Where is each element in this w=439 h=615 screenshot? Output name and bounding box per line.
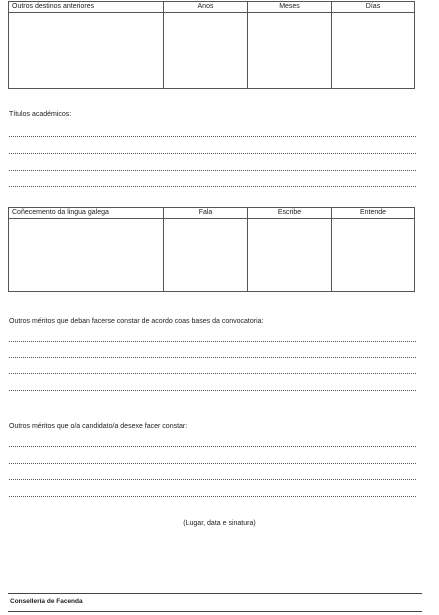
academic-titles-line-4[interactable]: [9, 186, 416, 187]
other-merits-candidate-line-2[interactable]: [9, 463, 416, 464]
speaks-cell[interactable]: [164, 219, 248, 292]
column-header-galician-knowledge: Coñecemento da lingua galega: [9, 208, 164, 219]
signature-label: (Lugar, data e sinatura): [183, 520, 256, 527]
footer-department-label: Consellería de Facenda: [10, 598, 83, 605]
column-header-days: Días: [332, 2, 415, 13]
table-row: [9, 13, 415, 89]
table-header-row: [9, 208, 415, 219]
academic-titles-line-2[interactable]: [9, 153, 416, 154]
writes-cell[interactable]: [248, 219, 332, 292]
column-header-understands: Entende: [332, 208, 415, 219]
footer-box: [8, 593, 422, 612]
other-merits-bases-line-3[interactable]: [9, 373, 416, 374]
academic-titles-line-3[interactable]: [9, 170, 416, 171]
other-merits-candidate-line-1[interactable]: [9, 446, 416, 447]
galician-knowledge-cell[interactable]: [9, 219, 164, 292]
destinations-cell[interactable]: [9, 13, 164, 89]
academic-titles-line-1[interactable]: [9, 136, 416, 137]
column-header-years: Anos: [164, 2, 248, 13]
months-cell[interactable]: [248, 13, 332, 89]
academic-titles-label: Títulos académicos:: [9, 111, 72, 118]
other-merits-candidate-line-4[interactable]: [9, 496, 416, 497]
column-header-speaks: Fala: [164, 208, 248, 219]
previous-destinations-table: [8, 1, 415, 89]
other-merits-bases-line-1[interactable]: [9, 341, 416, 342]
years-cell[interactable]: [164, 13, 248, 89]
table-header-row: [9, 2, 415, 13]
other-merits-candidate-label: Outros méritos que o/a candidato/a desexe facer constar:: [9, 423, 188, 430]
table-row: [9, 219, 415, 292]
column-header-months: Meses: [248, 2, 332, 13]
other-merits-bases-label: Outros méritos que deban facerse constar de acordo coas bases da convocatoria:: [9, 318, 264, 325]
other-merits-bases-line-2[interactable]: [9, 357, 416, 358]
other-merits-bases-line-4[interactable]: [9, 390, 416, 391]
column-header-writes: Escribe: [248, 208, 332, 219]
understands-cell[interactable]: [332, 219, 415, 292]
galician-language-table: [8, 207, 415, 292]
other-merits-candidate-line-3[interactable]: [9, 479, 416, 480]
days-cell[interactable]: [332, 13, 415, 89]
column-header-destinations: Outros destinos anteriores: [9, 2, 164, 13]
